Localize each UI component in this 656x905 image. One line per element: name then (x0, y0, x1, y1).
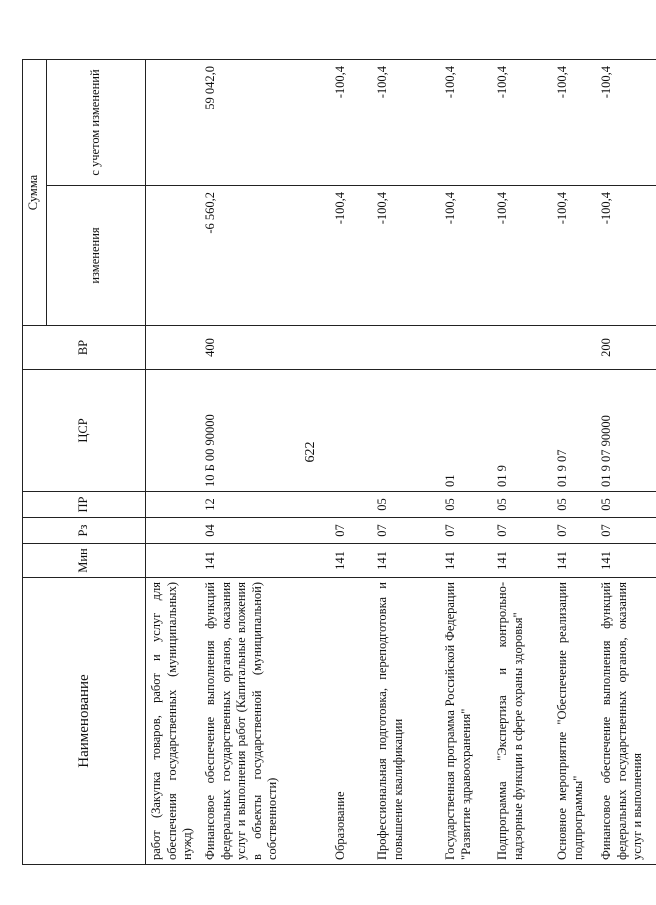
cell-total: -100,4 (552, 60, 596, 186)
cell-min: 141 (596, 544, 656, 578)
page-number: 622 (303, 441, 318, 463)
cell-name: Основное мероприятие "Обеспечение реализации подпрограммы" (552, 578, 596, 865)
cell-pr: 12 (200, 492, 330, 518)
cell-rz: 07 (330, 518, 372, 544)
cell-total: -100,4 (492, 60, 552, 186)
header-rz: Рз (23, 518, 146, 544)
cell-change: -100,4 (596, 186, 656, 326)
table-row (492, 60, 552, 865)
cell-name: Профессиональная подготовка, переподготовка и повышение квалификации (372, 578, 440, 865)
budget-table (22, 59, 656, 865)
cell-min: 141 (330, 544, 372, 578)
header-changes: изменения (46, 186, 145, 326)
cell-vr (552, 326, 596, 370)
cell-name: Финансовое обеспечение выполнения функций федеральных государственных органов, оказания услуг и выполнения работ (Капитальные вложения в объекты государственной (муниципальной) собственности) (200, 578, 330, 865)
cell-min (146, 544, 200, 578)
cell-min: 141 (492, 544, 552, 578)
header-csr: ЦСР (23, 370, 146, 492)
cell-vr: 400 (200, 326, 330, 370)
cell-pr: 05 (552, 492, 596, 518)
table-row (200, 60, 330, 865)
header-pr: ПР (23, 492, 146, 518)
cell-rz: 04 (200, 518, 330, 544)
cell-rz: 07 (552, 518, 596, 544)
header-vr: ВР (23, 326, 146, 370)
cell-change: -100,4 (492, 186, 552, 326)
cell-min: 141 (552, 544, 596, 578)
table-row (330, 60, 372, 865)
table-row (372, 60, 440, 865)
cell-change: -100,4 (552, 186, 596, 326)
header-name: Наименование (23, 578, 146, 865)
cell-vr (492, 326, 552, 370)
cell-name: Образование (330, 578, 372, 865)
cell-rz: 07 (596, 518, 656, 544)
cell-pr: 05 (596, 492, 656, 518)
cell-total: -100,4 (372, 60, 440, 186)
cell-pr (330, 492, 372, 518)
cell-vr: 200 (596, 326, 656, 370)
cell-csr: 10 Б 00 90000 (200, 370, 330, 492)
cell-csr: 01 9 07 90000 (596, 370, 656, 492)
cell-min: 141 (440, 544, 492, 578)
header-min: Мин (23, 544, 146, 578)
cell-vr (440, 326, 492, 370)
cell-min: 141 (200, 544, 330, 578)
cell-change: -100,4 (440, 186, 492, 326)
cell-change: -100,4 (330, 186, 372, 326)
rotated-table-container (22, 60, 654, 865)
cell-change: -6 560,2 (200, 186, 330, 326)
cell-pr: 05 (492, 492, 552, 518)
cell-name: Подпрограмма "Экспертиза и контрольно-надзорные функции в сфере охраны здоровья" (492, 578, 552, 865)
cell-pr: 05 (372, 492, 440, 518)
table-header (23, 60, 146, 865)
cell-csr: 01 9 07 (552, 370, 596, 492)
cell-total (146, 60, 200, 186)
cell-name: Государственная программа Российской Федерации "Развитие здравоохранения" (440, 578, 492, 865)
cell-rz (146, 518, 200, 544)
header-with-changes: с учетом изменений (46, 60, 145, 186)
cell-csr (146, 370, 200, 492)
cell-csr (330, 370, 372, 492)
cell-csr (372, 370, 440, 492)
cell-rz: 07 (440, 518, 492, 544)
cell-name: работ (Закупка товаров, работ и услуг для обеспечения государственных (муниципальных) нужд) (146, 578, 200, 865)
table-row (552, 60, 596, 865)
cell-vr (330, 326, 372, 370)
cell-vr (372, 326, 440, 370)
cell-pr: 05 (440, 492, 492, 518)
table-row (596, 60, 656, 865)
cell-vr (146, 326, 200, 370)
table-row (146, 60, 200, 865)
header-sum: Сумма (23, 60, 47, 326)
cell-total: -100,4 (596, 60, 656, 186)
cell-min: 141 (372, 544, 440, 578)
cell-total: -100,4 (330, 60, 372, 186)
cell-name: Финансовое обеспечение выполнения функций федеральных государственных органов, оказания услуг и выполнения (596, 578, 656, 865)
cell-total: 59 042,0 (200, 60, 330, 186)
cell-pr (146, 492, 200, 518)
cell-csr: 01 (440, 370, 492, 492)
cell-rz: 07 (372, 518, 440, 544)
cell-total: -100,4 (440, 60, 492, 186)
cell-change (146, 186, 200, 326)
cell-csr: 01 9 (492, 370, 552, 492)
table-row (440, 60, 492, 865)
cell-change: -100,4 (372, 186, 440, 326)
cell-rz: 07 (492, 518, 552, 544)
